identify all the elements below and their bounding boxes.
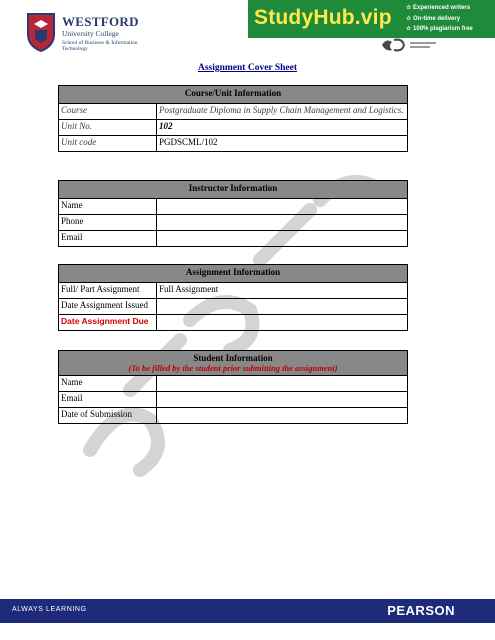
unit-code-label: Unit code: [59, 136, 157, 152]
date-issued-label: Date Assignment Issued: [59, 299, 157, 315]
page-title: Assignment Cover Sheet: [197, 63, 298, 73]
table-row: [59, 120, 408, 136]
assignment-type-value: Full Assignment: [157, 283, 408, 299]
date-due-label: Date Assignment Due: [59, 315, 157, 331]
pearson-logo: PEARSON: [387, 603, 455, 618]
banner-feature-list: [406, 3, 495, 35]
date-due-field[interactable]: [157, 315, 408, 331]
assignment-type-label: Full/ Part Assignment: [59, 283, 157, 299]
instructor-name-field[interactable]: [157, 199, 408, 215]
assignment-info-table: [58, 264, 408, 331]
table-heading: Instructor Information: [59, 181, 408, 199]
banner-feature: ☆ Experienced writers: [406, 5, 471, 11]
westford-logo: [20, 10, 150, 56]
studyhub-banner[interactable]: [248, 0, 495, 38]
unit-no-label: Unit No.: [59, 120, 157, 136]
instructor-phone-field[interactable]: [157, 215, 408, 231]
instructor-phone-label: Phone: [59, 215, 157, 231]
banner-brand: StudyHub.vip: [254, 6, 392, 29]
course-info-table: [58, 85, 408, 152]
table-row: [59, 104, 408, 120]
table-heading: Assignment Information: [59, 265, 408, 283]
banner-feature: ☆ On-time delivery: [406, 15, 461, 22]
shield-icon: [26, 12, 56, 52]
logo-subtitle: University College: [62, 29, 119, 38]
instructor-info-table: [58, 180, 408, 247]
table-row: [59, 199, 408, 215]
unit-no-value: 102: [157, 120, 408, 136]
table-row: [59, 299, 408, 315]
table-row: [59, 231, 408, 247]
student-info-table: [58, 350, 408, 424]
table-row: [59, 376, 408, 392]
logo-name: WESTFORD: [62, 14, 139, 29]
instructor-name-label: Name: [59, 199, 157, 215]
student-name-label: Name: [59, 376, 157, 392]
banner-feature: ☆ 100% plagiarism free: [406, 26, 473, 32]
submission-date-label: Date of Submission: [59, 408, 157, 424]
submission-date-field[interactable]: [157, 408, 408, 424]
logo-school: School of Business & Information Technology: [62, 40, 138, 52]
course-label: Course: [59, 104, 157, 120]
student-email-label: Email: [59, 392, 157, 408]
student-email-field[interactable]: [157, 392, 408, 408]
table-row: [59, 215, 408, 231]
table-heading: [59, 351, 408, 376]
pearson-footer: [0, 599, 495, 623]
student-name-field[interactable]: [157, 376, 408, 392]
table-row: [59, 283, 408, 299]
footer-tagline: ALWAYS LEARNING: [12, 606, 87, 613]
instructor-email-field[interactable]: [157, 231, 408, 247]
student-subheading: (To be filled by the student prior submitting the assignment): [128, 363, 338, 373]
student-heading: Student Information: [193, 353, 273, 363]
table-row: [59, 408, 408, 424]
table-row: [59, 315, 408, 331]
date-issued-field[interactable]: [157, 299, 408, 315]
table-row: [59, 392, 408, 408]
instructor-email-label: Email: [59, 231, 157, 247]
qualification-logo-icon: [380, 36, 440, 54]
table-heading: Course/Unit Information: [59, 86, 408, 104]
table-row: [59, 136, 408, 152]
course-value: Postgraduate Diploma in Supply Chain Management and Logistics.: [157, 104, 408, 120]
unit-code-value: PGDSCML/102: [157, 136, 408, 152]
